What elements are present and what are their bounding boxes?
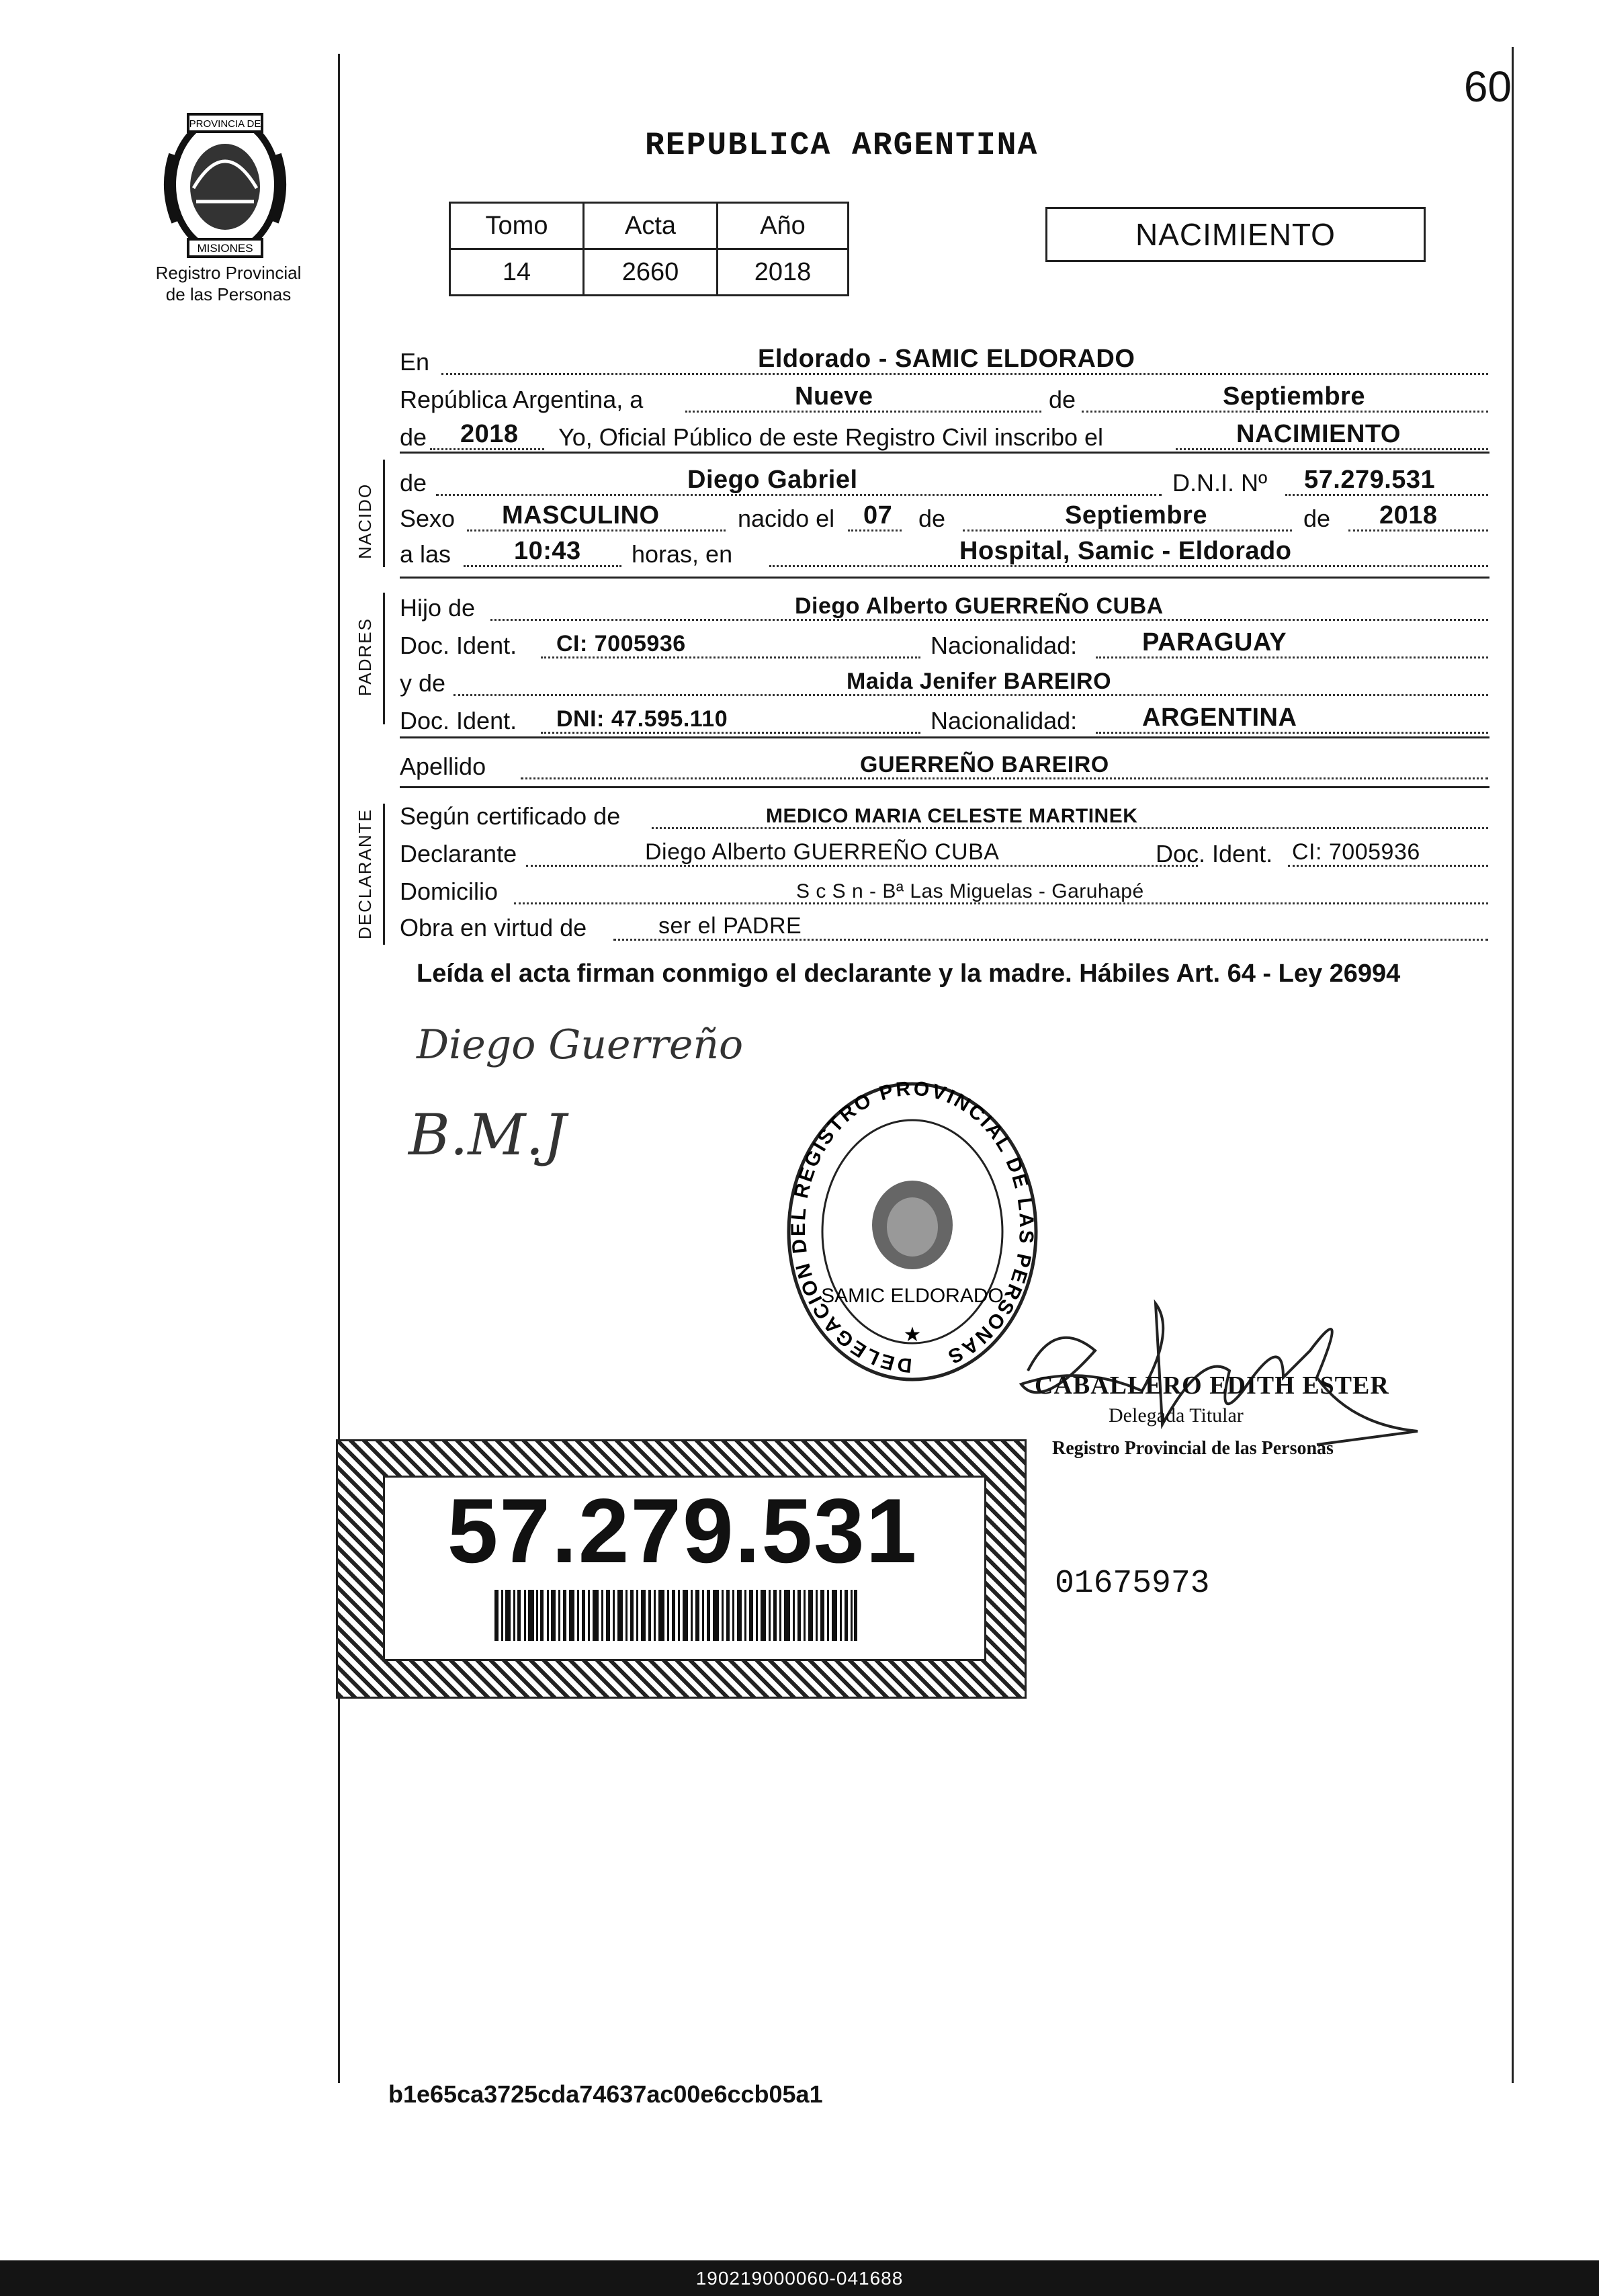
row-obra [400, 908, 1488, 946]
label-de-year-born: de [1303, 505, 1331, 532]
row-apellido [400, 747, 1488, 785]
padres-bracket [383, 593, 385, 724]
value-month-born: Septiembre [1065, 501, 1207, 529]
label-apellido: Apellido [400, 753, 486, 780]
value-obra: ser el PADRE [658, 913, 802, 939]
row-nacido-hora [400, 535, 1488, 572]
value-sexo: MASCULINO [502, 501, 660, 529]
value-day-born: 07 [863, 501, 893, 529]
value-month: Septiembre [1223, 382, 1365, 411]
value-inscribo: NACIMIENTO [1236, 420, 1401, 448]
row-domicilio [400, 872, 1488, 910]
value-day: Nueve [795, 382, 873, 411]
misiones-province-emblem-icon [155, 108, 296, 262]
value-mother-doc: DNI: 47.595.110 [556, 706, 728, 732]
right-margin-line [1512, 47, 1514, 2083]
official-office: Registro Provincial de las Personas [1052, 1438, 1334, 1459]
nacido-bracket [383, 460, 385, 567]
label-father-doc: Doc. Ident. [400, 632, 517, 659]
value-mother-name: Maida Jenifer BAREIRO [847, 669, 1112, 694]
seal-star-icon: ★ [903, 1323, 922, 1347]
label-a-las: a las [400, 540, 451, 568]
value-father-doc: CI: 7005936 [556, 631, 686, 656]
section-label-padres: PADRES [355, 618, 375, 696]
registry-caption-line1: Registro Provincial [155, 263, 302, 283]
label-en: En [400, 348, 430, 376]
label-nacido-el: nacido el [738, 505, 835, 532]
value-father-name: Diego Alberto GUERREÑO CUBA [795, 593, 1164, 619]
reading-note: Leída el acta firman conmigo el declarante y la madre. Hábiles Art. 64 - Ley 26994 [417, 960, 1401, 988]
row-mother-doc [400, 701, 1488, 739]
footer-code: 190219000060-041688 [695, 2268, 904, 2289]
page-title: REPUBLICA ARGENTINA [645, 128, 1039, 164]
value-declarante-doc: CI: 7005936 [1292, 839, 1420, 865]
value-en: Eldorado - SAMIC ELDORADO [758, 345, 1135, 373]
label-father-nationality: Nacionalidad: [931, 632, 1078, 659]
label-obra: Obra en virtud de [400, 914, 587, 941]
label-de-year: de [400, 423, 427, 451]
label-declarante: Declarante [400, 840, 517, 867]
registry-table [449, 202, 849, 296]
declarante-bracket [383, 804, 385, 945]
registry-value-acta: 2660 [584, 249, 718, 296]
seal-center-text: SAMIC ELDORADO [821, 1285, 1004, 1307]
value-year: 2018 [460, 420, 519, 448]
row-republica [400, 380, 1488, 418]
document-hash: b1e65ca3725cda74637ac00e6ccb05a1 [388, 2080, 823, 2108]
row-en [400, 343, 1488, 380]
registry-header-acta: Acta [584, 203, 718, 249]
emblem-bottom-text: MISIONES [197, 242, 253, 255]
official-role: Delegada Titular [1109, 1404, 1244, 1427]
dni-sticker-number: 57.279.531 [447, 1480, 918, 1582]
row-inscribo [400, 418, 1488, 456]
label-nacido-de: de [400, 469, 427, 497]
row-nacido-sexo [400, 499, 1488, 537]
label-dni: D.N.I. Nº [1172, 469, 1268, 497]
value-time: 10:43 [514, 537, 581, 565]
section-label-nacido: NACIDO [355, 482, 375, 559]
label-horas-en: horas, en [632, 540, 733, 568]
emblem-top-text: PROVINCIA DE [189, 118, 261, 130]
value-nacido-nombre: Diego Gabriel [687, 466, 858, 494]
registry-value-tomo: 14 [450, 249, 584, 296]
page-number: 60 [1463, 62, 1512, 111]
label-declarante-doc: Doc. Ident. [1156, 840, 1273, 867]
divider-nacido-top [400, 452, 1489, 454]
registry-value-ano: 2018 [718, 249, 849, 296]
value-domicilio: S c S n - Bª Las Miguelas - Garuhapé [796, 880, 1144, 902]
registry-caption-line2: de las Personas [165, 284, 292, 304]
divider-apellido-top [400, 736, 1489, 738]
row-father-doc [400, 626, 1488, 664]
registry-value-row [450, 249, 849, 296]
value-year-born: 2018 [1379, 501, 1438, 529]
registry-header-row [450, 203, 849, 249]
divider-padres-top [400, 577, 1489, 579]
label-y-de: y de [400, 669, 446, 697]
label-mother-doc: Doc. Ident. [400, 707, 517, 734]
seal-ring-text: DELEGACION DEL REGISTRO PROVINCIAL DE LAS PERSONAS [787, 1080, 1038, 1377]
row-nacido-nombre [400, 464, 1488, 501]
label-inscribo: Yo, Oficial Público de este Registro Civil inscribo el [558, 423, 1104, 451]
registry-header-tomo: Tomo [450, 203, 584, 249]
label-certificado: Según certificado de [400, 802, 621, 830]
label-republica: República Argentina, a [400, 386, 644, 413]
label-domicilio: Domicilio [400, 878, 499, 905]
mother-signature: B.M.J [408, 1102, 566, 1168]
label-hijo-de: Hijo de [400, 594, 476, 622]
label-mother-nationality: Nacionalidad: [931, 707, 1078, 734]
declarant-signature: Diego Guerreño [417, 1021, 744, 1068]
left-margin-line [338, 54, 340, 2083]
value-place: Hospital, Samic - Eldorado [959, 537, 1292, 565]
label-de-month-born: de [918, 505, 946, 532]
value-father-nationality: PARAGUAY [1142, 628, 1287, 656]
value-apellido: GUERREÑO BAREIRO [860, 752, 1109, 777]
section-label-declarante: DECLARANTE [355, 808, 375, 939]
value-mother-nationality: ARGENTINA [1142, 704, 1297, 732]
value-certificado: MEDICO MARIA CELESTE MARTINEK [766, 805, 1138, 827]
control-number: 01675973 [1055, 1566, 1210, 1602]
row-hijo-de [400, 589, 1488, 626]
divider-declarante-top [400, 786, 1489, 788]
row-certificado [400, 797, 1488, 835]
row-y-de [400, 664, 1488, 701]
value-declarante: Diego Alberto GUERREÑO CUBA [645, 839, 1000, 865]
value-dni: 57.279.531 [1304, 466, 1436, 494]
barcode-icon [494, 1590, 857, 1641]
label-sexo: Sexo [400, 505, 456, 532]
official-name: CABALLERO EDITH ESTER [1035, 1371, 1389, 1400]
registry-header-ano: Año [718, 203, 849, 249]
act-type-box: NACIMIENTO [1045, 207, 1426, 262]
registry-caption [121, 262, 336, 305]
row-declarante [400, 835, 1488, 872]
label-de-month: de [1049, 386, 1076, 413]
